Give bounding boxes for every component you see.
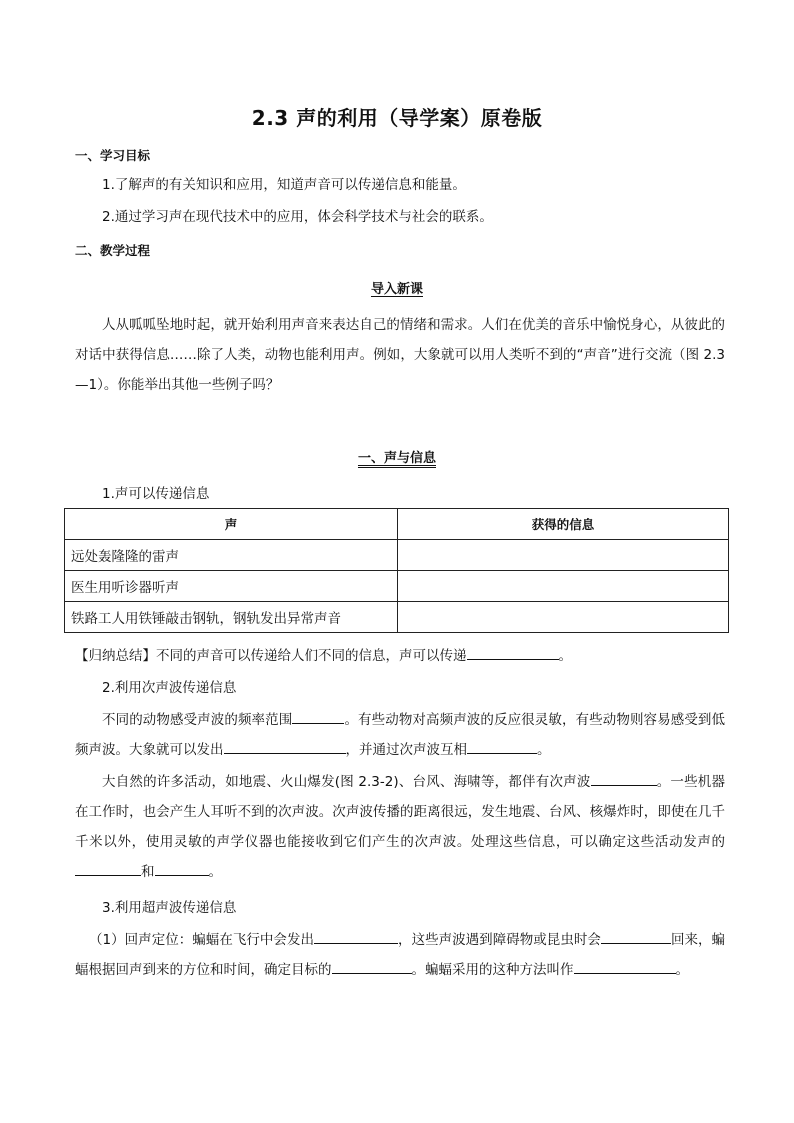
section-heading-process: 二、教学过程 bbox=[75, 243, 151, 258]
table-cell-info[interactable] bbox=[398, 540, 729, 571]
info-table bbox=[64, 508, 729, 633]
summary-line bbox=[75, 641, 725, 671]
subheading-2: 2.利用次声波传递信息 bbox=[102, 680, 237, 696]
infrasound-paragraph-1 bbox=[75, 705, 725, 765]
part1-heading bbox=[0, 447, 794, 466]
summary-label: 【归纳总结】 bbox=[75, 648, 156, 664]
blank-method-name[interactable] bbox=[574, 959, 676, 974]
section-heading-objectives: 一、学习目标 bbox=[75, 148, 151, 163]
blank-location[interactable] bbox=[75, 861, 141, 876]
table-cell-info[interactable] bbox=[398, 602, 729, 633]
blank-elephant-emit[interactable] bbox=[224, 739, 346, 754]
p2b-text-2: 。一些机器在工作时，也会产生人耳听不到的次声波。次声波传播的距离很远，发生地震、台风、核爆炸时，即使在几千千米以外，使用灵敏的声学仪器也能接收到它们产生的次声波。处理这些信息，可以确定这些活动发声的 bbox=[75, 774, 725, 850]
intro-heading bbox=[0, 278, 794, 297]
page-title: 2.3 声的利用（导学案）原卷版 bbox=[251, 106, 543, 130]
table-cell-sound: 远处轰隆隆的雷声 bbox=[65, 540, 398, 571]
p3-text-5: 。 bbox=[675, 962, 689, 978]
table-cell-sound: 铁路工人用铁锤敲击钢轨，钢轨发出异常声音 bbox=[65, 602, 398, 633]
p2b-text-1: 大自然的许多活动，如地震、火山爆发(图 2.3-2)、台风、海啸等，都伴有次声波 bbox=[102, 774, 591, 790]
table-header-sound: 声 bbox=[65, 509, 398, 540]
p2a-text-3: 到低频声波。大象就可以发出 bbox=[75, 712, 726, 758]
blank-reflect[interactable] bbox=[601, 929, 671, 944]
table-row bbox=[65, 540, 729, 571]
subheading-1: 1.声可以传递信息 bbox=[102, 486, 210, 502]
p3-text-4: 。蝙蝠采用的这种方法叫作 bbox=[411, 962, 574, 978]
intro-heading-text: 导入新课 bbox=[370, 282, 423, 297]
blank-elephant-communicate[interactable] bbox=[467, 739, 537, 754]
blank-infrasound[interactable] bbox=[591, 771, 657, 786]
blank-strength[interactable] bbox=[155, 861, 209, 876]
blank-target-position[interactable] bbox=[332, 959, 412, 974]
table-row bbox=[65, 571, 729, 602]
p2a-text-1: 不同的动物感受声波的频率范围 bbox=[102, 712, 293, 728]
table-cell-info[interactable] bbox=[398, 571, 729, 602]
p2a-text-2: 。有些动物对高频声波的反应很灵敏，有些动物则容易感受 bbox=[344, 712, 698, 728]
table-cell-sound: 医生用听诊器听声 bbox=[65, 571, 398, 602]
p3-text-1: （1）回声定位：蝙蝠在飞行中会发出 bbox=[89, 932, 315, 948]
blank-frequency-range[interactable] bbox=[292, 709, 344, 724]
table-header-row bbox=[65, 509, 729, 540]
ultrasound-paragraph bbox=[75, 925, 725, 985]
table-header-info: 获得的信息 bbox=[398, 509, 729, 540]
part1-heading-text: 一、声与信息 bbox=[357, 451, 436, 466]
p3-text-3: 回来，蝙蝠根据回声到来的方位和时间，确定目标的 bbox=[75, 932, 726, 978]
p2b-text-3: 和 bbox=[141, 864, 155, 880]
objective-item-2: 2.通过学习声在现代技术中的应用，体会科学技术与社会的联系。 bbox=[102, 209, 493, 225]
summary-end: 。 bbox=[558, 648, 572, 664]
summary-text: 不同的声音可以传递给人们不同的信息，声可以传递 bbox=[156, 648, 467, 664]
infrasound-paragraph-2 bbox=[75, 767, 725, 887]
p2a-text-4: ，并通过次声波互相 bbox=[345, 742, 467, 758]
objective-item-1: 1.了解声的有关知识和应用，知道声音可以传递信息和能量。 bbox=[102, 177, 466, 193]
p2b-text-4: 。 bbox=[208, 864, 222, 880]
table-row bbox=[65, 602, 729, 633]
p3-text-2: ，这些声波遇到障碍物或昆虫时会 bbox=[398, 932, 601, 948]
p2a-text-5: 。 bbox=[537, 742, 551, 758]
blank-summary[interactable] bbox=[467, 645, 559, 660]
subheading-3: 3.利用超声波传递信息 bbox=[102, 900, 237, 916]
blank-bat-emit[interactable] bbox=[314, 929, 398, 944]
intro-paragraph: 人从呱呱坠地时起，就开始利用声音来表达自己的情绪和需求。人们在优美的音乐中愉悦身心，从彼此的对话中获得信息……除了人类，动物也能利用声。例如，大象就可以用人类听不到的“声音”进行交流（图 2.3—1）。你能举出其他一些例子吗？ bbox=[75, 317, 725, 393]
